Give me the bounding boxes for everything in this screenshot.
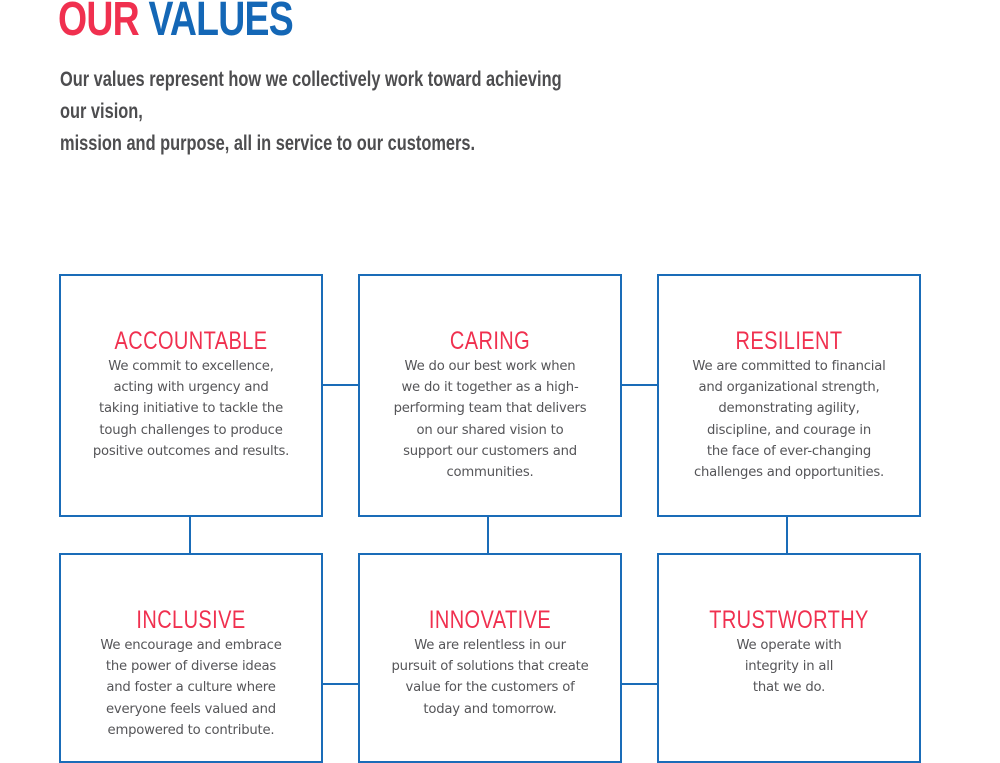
value-description-line: that we do.: [752, 680, 826, 696]
value-description-line: and organizational strength,: [698, 380, 880, 396]
value-name: INCLUSIVE: [136, 606, 246, 634]
value-card-trustworthy: [657, 553, 921, 763]
value-description-line: performing team that delivers: [393, 401, 587, 417]
value-description: [385, 356, 595, 483]
value-card-caring: [358, 274, 622, 517]
intro-line-1: Our values represent how we collectively work toward achieving our vision,: [60, 68, 562, 123]
value-description-line: tough challenges to produce: [99, 422, 283, 438]
value-description: [375, 635, 605, 720]
value-description-line: discipline, and courage in: [706, 422, 872, 438]
connector-line: [322, 384, 359, 386]
value-description-line: We are relentless in our: [414, 638, 566, 653]
value-description-line: support our customers and: [403, 443, 577, 459]
value-description: [684, 635, 894, 699]
value-description-line: challenges and opportunities.: [693, 465, 885, 481]
value-description-line: pursuit of solutions that create: [391, 659, 589, 675]
value-card-inclusive: [59, 553, 323, 763]
connector-line: [322, 683, 359, 685]
value-description-line: integrity in all: [744, 659, 834, 675]
value-description-line: today and tomorrow.: [423, 701, 557, 717]
connector-line: [189, 516, 191, 554]
value-description-line: on our shared vision to: [416, 422, 564, 438]
value-description-line: everyone feels valued and: [106, 701, 276, 717]
value-description-line: acting with urgency and: [113, 380, 269, 396]
value-name: ACCOUNTABLE: [114, 327, 268, 355]
value-description-line: the face of ever-changing: [706, 443, 872, 459]
value-description-line: taking initiative to tackle the: [98, 401, 283, 417]
page-title: [58, 0, 293, 47]
value-name: INNOVATIVE: [428, 606, 552, 634]
value-description-line: empowered to contribute.: [107, 722, 275, 738]
value-description-line: We operate with: [736, 638, 842, 653]
intro-text: [60, 64, 590, 160]
value-description-line: value for the customers of: [405, 680, 575, 696]
connector-line: [621, 384, 658, 386]
value-card-accountable: [59, 274, 323, 517]
value-name: TRUSTWORTHY: [709, 606, 869, 634]
connector-line: [786, 516, 788, 554]
value-description: [86, 635, 296, 741]
value-description-line: demonstrating agility,: [718, 401, 860, 417]
value-description-line: We encourage and embrace: [100, 638, 282, 653]
value-description-line: We commit to excellence,: [108, 359, 274, 374]
value-description-line: positive outcomes and results.: [92, 443, 290, 459]
title-word-values: VALUES: [148, 0, 293, 46]
value-description-line: and foster a culture where: [106, 680, 276, 696]
value-description-line: we do it together as a high-: [401, 380, 579, 396]
title-word-our: OUR: [58, 0, 139, 46]
value-card-innovative: [358, 553, 622, 763]
value-description-line: We do our best work when: [404, 359, 576, 374]
value-name: RESILIENT: [735, 327, 843, 355]
value-description: [86, 356, 296, 462]
connector-line: [487, 516, 489, 554]
connector-line: [621, 683, 658, 685]
value-description: [684, 356, 894, 483]
intro-line-2: mission and purpose, all in service to our customers.: [60, 132, 476, 155]
value-description-line: communities.: [446, 465, 534, 481]
value-description-line: We are committed to financial: [692, 359, 886, 374]
value-name: CARING: [449, 327, 531, 355]
value-card-resilient: [657, 274, 921, 517]
value-description-line: the power of diverse ideas: [105, 659, 277, 675]
